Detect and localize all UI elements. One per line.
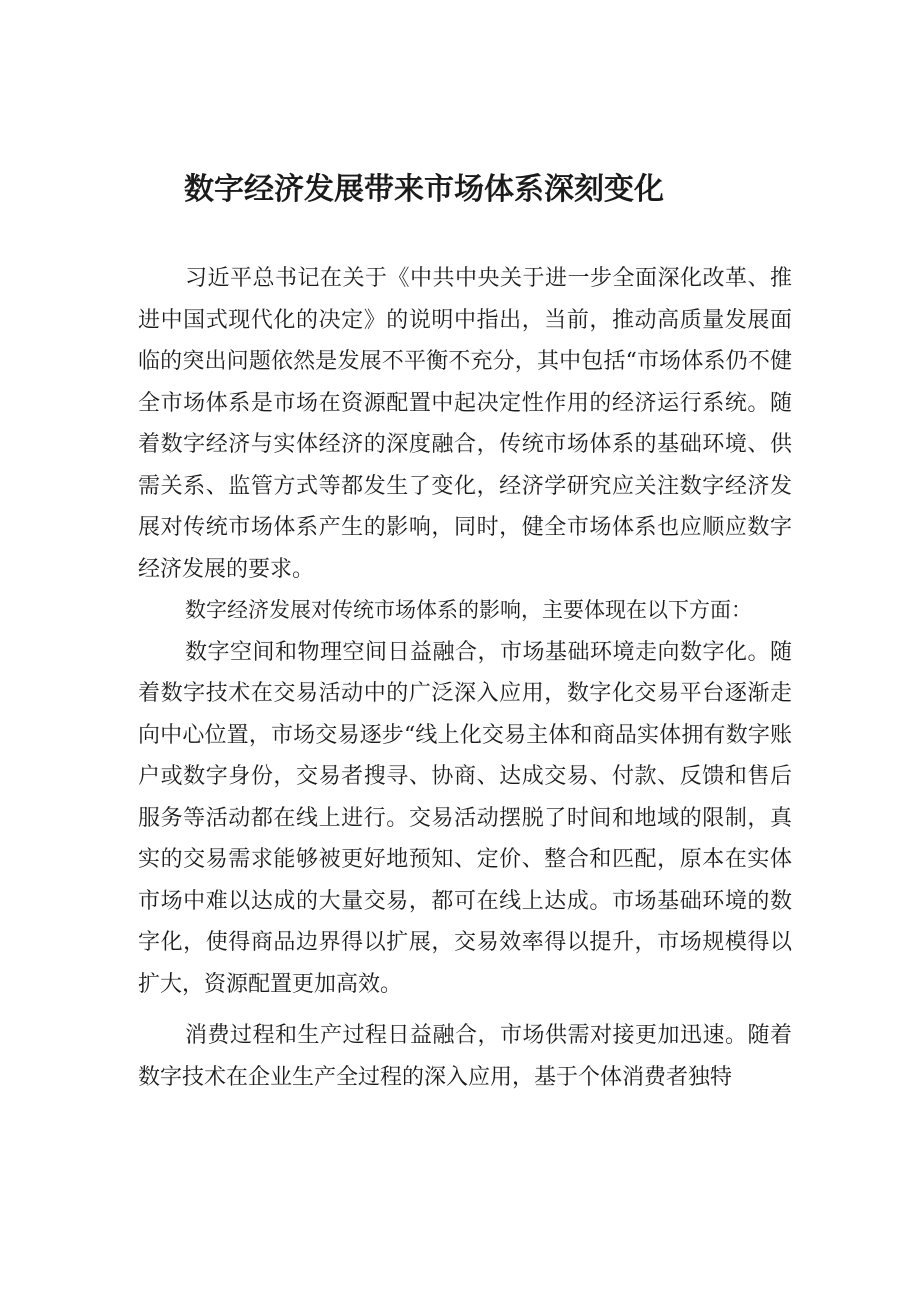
section-subheading: 数字经济发展对传统市场体系的影响，主要体现在以下方面： <box>185 598 752 622</box>
intro-paragraph: 习近平总书记在关于《中共中央关于进一步全面深化改革、推进中国式现代化的决定》的说明中指出，当前，推动高质量发展面临的突出问题依然是发展不平衡不充分，其中包括“市场体系仍不健全市场体系是市场在资源配置中起决定性作用的经济运行系统。随着数字经济与实体经济的深度融合，传统市场体系的基础环境、供需关系、监管方式等都发生了变化，经济学研究应关注数字经济发展对传统市场体系产生的影响，同时，健全市场体系也应顺应数字经济发展的要求。 <box>138 266 792 582</box>
section-paragraph-1: 数字空间和物理空间日益融合，市场基础环境走向数字化。随着数字技术在交易活动中的广泛深入应用，数字化交易平台逐渐走向中心位置，市场交易逐步“线上化交易主体和商品实体拥有数字账户或数字身份，交易者搜寻、协商、达成交易、付款、反馈和售后服务等活动都在线上进行。交易活动摆脱了时间和地域的限制，真实的交易需求能够被更好地预知、定价、整合和匹配，原本在实体市场中难以达成的大量交易，都可在线上达成。市场基础环境的数字化，使得商品边界得以扩展，交易效率得以提升，市场规模得以扩大，资源配置更加高效。 <box>138 639 792 997</box>
document-title: 数字经济发展带来市场体系深刻变化 <box>184 172 664 207</box>
document-body <box>138 258 792 1098</box>
section-paragraph-2: 消费过程和生产过程日益融合，市场供需对接更加迅速。随着数字技术在企业生产全过程的深入应用，基于个体消费者独特 <box>138 1023 792 1090</box>
